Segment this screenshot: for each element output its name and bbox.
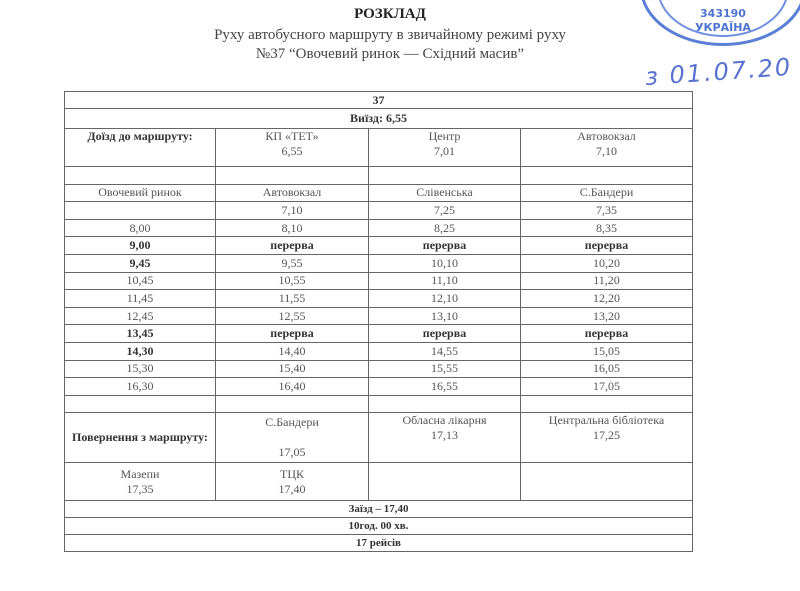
schedule-row: [65, 290, 693, 308]
return-label: Повернення з маршруту:: [65, 413, 216, 463]
handwritten-date: з 01.07.20: [644, 52, 794, 92]
time-cell: 15,40: [216, 360, 369, 378]
time-cell: 14,30: [65, 342, 216, 360]
time-cell: 10,45: [65, 272, 216, 290]
time-cell: перерва: [521, 237, 693, 255]
time-cell: перерва: [216, 237, 369, 255]
schedule-table: [64, 91, 693, 552]
time-cell: 7,35: [521, 202, 693, 220]
approach-stop: КП «ТЕТ» 6,55: [216, 129, 369, 167]
time-cell: 13,10: [369, 307, 521, 325]
time-cell: 11,45: [65, 290, 216, 308]
time-cell: 8,00: [65, 219, 216, 237]
schedule-row: [65, 360, 693, 378]
time-cell: перерва: [216, 325, 369, 343]
time-cell: 16,30: [65, 378, 216, 396]
column-header: С.Бандери: [521, 184, 693, 202]
schedule-row: [65, 237, 693, 255]
time-cell: 9,00: [65, 237, 216, 255]
schedule-row: [65, 202, 693, 220]
schedule-row: [65, 378, 693, 396]
time-cell: 12,45: [65, 307, 216, 325]
time-cell: 14,55: [369, 342, 521, 360]
time-cell: 14,40: [216, 342, 369, 360]
column-header: Овочевий ринок: [65, 184, 216, 202]
return-stop: ТЦК 17,40: [216, 463, 369, 501]
arrival-time: Заїзд – 17,40: [65, 501, 693, 518]
document-title: РОЗКЛАД: [354, 6, 426, 22]
time-cell: 13,20: [521, 307, 693, 325]
time-cell: 7,25: [369, 202, 521, 220]
time-cell: 17,05: [521, 378, 693, 396]
official-stamp: 343190 УКРАЇНА: [640, 0, 800, 46]
time-cell: 8,35: [521, 219, 693, 237]
time-cell: 15,55: [369, 360, 521, 378]
time-cell: 16,40: [216, 378, 369, 396]
time-cell: [65, 202, 216, 220]
schedule-row: [65, 272, 693, 290]
column-header: Слівенська: [369, 184, 521, 202]
time-cell: 12,55: [216, 307, 369, 325]
time-cell: 10,10: [369, 254, 521, 272]
departure-time: Виїзд: 6,55: [65, 109, 693, 129]
time-cell: 10,55: [216, 272, 369, 290]
column-header: Автовокзал: [216, 184, 369, 202]
approach-label: Доїзд до маршруту:: [65, 129, 216, 167]
stops-header-row: [65, 184, 693, 202]
return-stop: Обласна лікарня 17,13: [369, 413, 521, 463]
time-cell: 15,05: [521, 342, 693, 360]
approach-stop: Автовокзал 7,10: [521, 129, 693, 167]
time-cell: 12,20: [521, 290, 693, 308]
time-cell: 13,45: [65, 325, 216, 343]
time-cell: 8,10: [216, 219, 369, 237]
time-cell: перерва: [369, 237, 521, 255]
schedule-row: [65, 254, 693, 272]
document-subtitle: Руху автобусного маршруту в звичайному режимі руху: [214, 27, 566, 43]
time-cell: 8,25: [369, 219, 521, 237]
total-duration: 10год. 00 хв.: [65, 518, 693, 535]
time-cell: 11,55: [216, 290, 369, 308]
time-cell: 10,20: [521, 254, 693, 272]
return-stop: Центральна бібліотека 17,25: [521, 413, 693, 463]
schedule-row: [65, 325, 693, 343]
route-name: №37 “Овочевий ринок — Східний масив”: [255, 46, 525, 62]
schedule-row: [65, 307, 693, 325]
time-cell: 9,55: [216, 254, 369, 272]
time-cell: 11,10: [369, 272, 521, 290]
time-cell: 7,10: [216, 202, 369, 220]
time-cell: 15,30: [65, 360, 216, 378]
time-cell: 11,20: [521, 272, 693, 290]
schedule-row: [65, 342, 693, 360]
time-cell: 16,55: [369, 378, 521, 396]
schedule-row: [65, 219, 693, 237]
route-number: 37: [65, 92, 693, 109]
time-cell: 16,05: [521, 360, 693, 378]
time-cell: перерва: [369, 325, 521, 343]
time-cell: перерва: [521, 325, 693, 343]
time-cell: 12,10: [369, 290, 521, 308]
approach-stop: Центр 7,01: [369, 129, 521, 167]
trip-count: 17 рейсів: [65, 535, 693, 552]
return-stop: Мазепи 17,35: [65, 463, 216, 501]
return-stop: С.Бандери 17,05: [216, 413, 369, 463]
time-cell: 9,45: [65, 254, 216, 272]
